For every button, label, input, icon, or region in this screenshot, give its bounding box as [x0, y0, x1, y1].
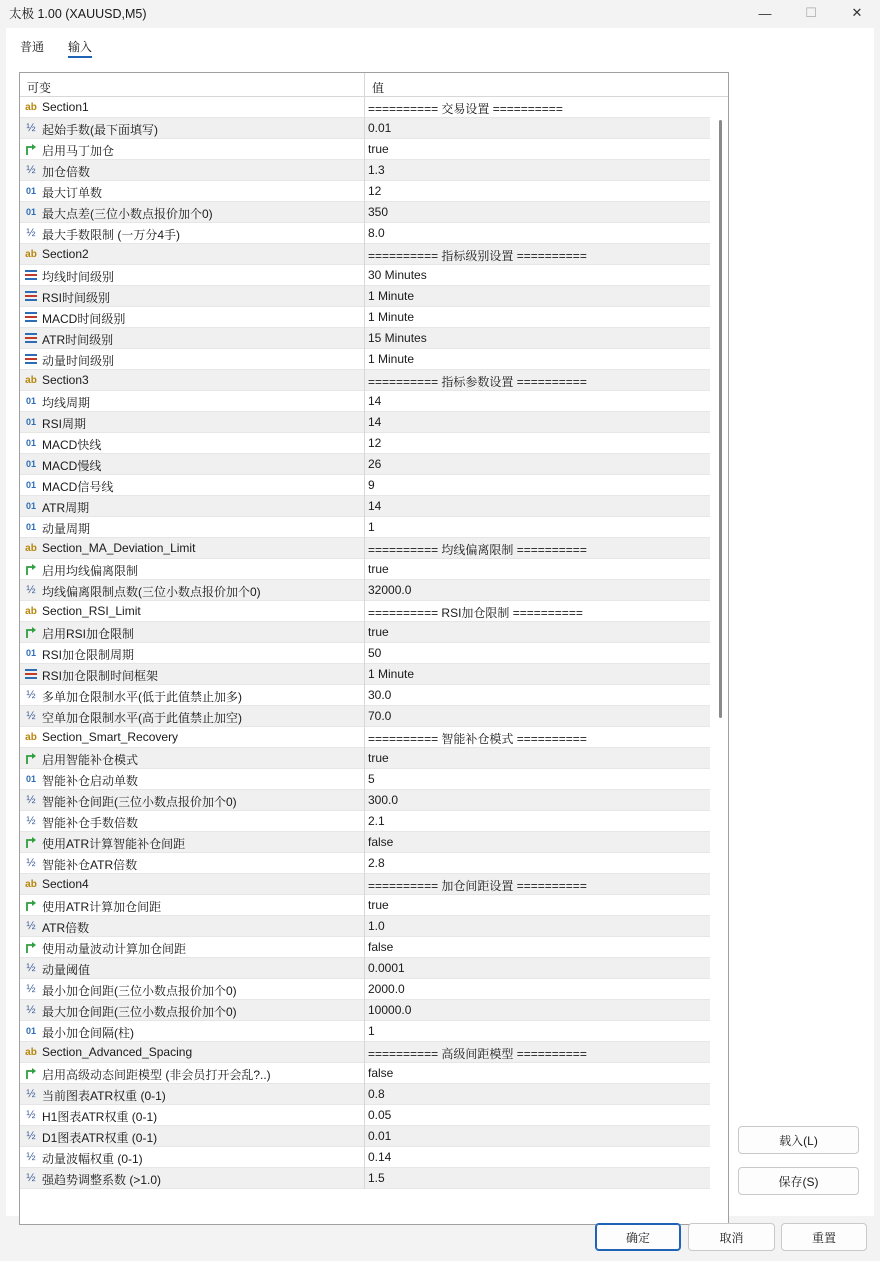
cell-divider: [364, 916, 365, 937]
parameter-value[interactable]: 1.3: [368, 163, 385, 177]
cell-divider: [364, 1168, 365, 1189]
table-row[interactable]: [20, 223, 710, 244]
cell-divider: [364, 580, 365, 601]
vertical-scrollbar[interactable]: [716, 118, 726, 1224]
parameter-name: 启用高级动态间距模型 (非会员打开会乱?..): [42, 1068, 271, 1082]
cell-divider: [364, 160, 365, 181]
parameter-name: D1图表ATR权重 (0-1): [42, 1131, 158, 1145]
string-type-icon: ab: [25, 1047, 37, 1058]
string-type-icon: ab: [25, 606, 37, 617]
bool-type-icon: [24, 625, 38, 639]
integer-type-icon: 01: [25, 1026, 36, 1036]
parameter-value[interactable]: 350: [368, 205, 389, 219]
cell-divider: [364, 832, 365, 853]
double-type-icon: ½: [26, 794, 36, 806]
table-row[interactable]: [20, 601, 710, 622]
parameter-value[interactable]: 1 Minute: [368, 289, 415, 303]
enum-type-icon: [24, 289, 38, 303]
parameter-name: Section_Advanced_Spacing: [42, 1045, 193, 1059]
parameter-name: Section4: [42, 877, 89, 891]
parameter-name: 最小加仓间距(三位小数点报价加个0): [42, 984, 237, 998]
bool-type-icon: [24, 562, 38, 576]
cell-divider: [364, 958, 365, 979]
cell-divider: [364, 853, 365, 874]
parameter-name: 启用RSI加仓限制: [42, 627, 135, 641]
dialog-panel: [6, 28, 874, 1216]
parameter-name: Section_MA_Deviation_Limit: [42, 541, 196, 555]
parameter-name: 均线时间级别: [42, 270, 115, 284]
cell-divider: [364, 790, 365, 811]
parameter-value[interactable]: true: [368, 898, 389, 912]
cell-divider: [364, 244, 365, 265]
parameter-name: 空单加仓限制水平(高于此值禁止加空): [42, 711, 242, 725]
double-type-icon: ½: [26, 815, 36, 827]
enum-type-icon: [24, 310, 38, 324]
parameter-name: 智能补仓启动单数: [42, 774, 139, 788]
double-type-icon: ½: [26, 983, 36, 995]
bool-type-icon: [24, 940, 38, 954]
table-row[interactable]: [20, 97, 710, 118]
cell-divider: [364, 139, 365, 160]
enum-type-icon: [24, 667, 38, 681]
cancel-button[interactable]: 取消: [688, 1223, 775, 1251]
table-row[interactable]: [20, 328, 710, 349]
table-row[interactable]: [20, 727, 710, 748]
table-row[interactable]: [20, 622, 710, 643]
parameter-value[interactable]: 14: [368, 415, 382, 429]
integer-type-icon: 01: [25, 648, 36, 658]
table-row[interactable]: [20, 1042, 710, 1063]
double-type-icon: ½: [26, 1151, 36, 1163]
cell-divider: [364, 391, 365, 412]
parameter-value[interactable]: 300.0: [368, 793, 399, 807]
table-row[interactable]: [20, 958, 710, 979]
table-row[interactable]: [20, 307, 710, 328]
cell-divider: [364, 1147, 365, 1168]
table-row[interactable]: [20, 1126, 710, 1147]
cell-divider: [364, 685, 365, 706]
parameter-value[interactable]: 50: [368, 646, 382, 660]
parameter-value[interactable]: 70.0: [368, 709, 392, 723]
parameter-value[interactable]: ========== 加仓间距设置 ==========: [368, 879, 587, 893]
cell-divider: [364, 286, 365, 307]
parameter-value[interactable]: true: [368, 751, 389, 765]
cell-divider: [364, 559, 365, 580]
integer-type-icon: 01: [25, 774, 36, 784]
table-row[interactable]: [20, 454, 710, 475]
parameter-value[interactable]: 2000.0: [368, 982, 405, 996]
parameter-value[interactable]: 0.01: [368, 1129, 392, 1143]
tab-inputs[interactable]: 输入: [68, 40, 93, 54]
parameter-value[interactable]: false: [368, 835, 394, 849]
table-row[interactable]: [20, 265, 710, 286]
parameter-value[interactable]: 0.05: [368, 1108, 392, 1122]
string-type-icon: ab: [25, 732, 37, 743]
string-type-icon: ab: [25, 249, 37, 260]
parameter-value[interactable]: 10000.0: [368, 1003, 412, 1017]
double-type-icon: ½: [26, 584, 36, 596]
cell-divider: [364, 97, 365, 118]
column-divider[interactable]: [364, 73, 365, 97]
integer-type-icon: 01: [25, 480, 36, 490]
parameter-name: 动量阈值: [42, 963, 91, 977]
parameter-name: Section3: [42, 373, 89, 387]
table-row[interactable]: [20, 832, 710, 853]
table-row[interactable]: [20, 706, 710, 727]
parameter-name: Section_RSI_Limit: [42, 604, 141, 618]
table-row[interactable]: [20, 286, 710, 307]
parameter-value[interactable]: 0.01: [368, 121, 392, 135]
parameter-value[interactable]: ========== 智能补仓模式 ==========: [368, 732, 587, 746]
table-row[interactable]: [20, 1147, 710, 1168]
cell-divider: [364, 433, 365, 454]
cell-divider: [364, 874, 365, 895]
parameter-name: 使用ATR计算加仓间距: [42, 900, 162, 914]
parameter-name: 启用马丁加仓: [42, 144, 115, 158]
parameter-name: Section1: [42, 100, 89, 114]
parameter-value[interactable]: 0.14: [368, 1150, 392, 1164]
table-row[interactable]: [20, 643, 710, 664]
table-row[interactable]: [20, 1000, 710, 1021]
parameter-value[interactable]: 1.5: [368, 1171, 385, 1185]
integer-type-icon: 01: [25, 438, 36, 448]
cell-divider: [364, 727, 365, 748]
cell-divider: [364, 496, 365, 517]
parameter-value[interactable]: ========== RSI加仓限制 ==========: [368, 606, 583, 620]
table-row[interactable]: [20, 1105, 710, 1126]
cell-divider: [364, 1000, 365, 1021]
cell-divider: [364, 1063, 365, 1084]
parameter-name: H1图表ATR权重 (0-1): [42, 1110, 158, 1124]
table-row[interactable]: [20, 349, 710, 370]
integer-type-icon: 01: [25, 396, 36, 406]
save-button[interactable]: 保存(S): [738, 1167, 859, 1195]
parameter-value[interactable]: 1 Minute: [368, 667, 415, 681]
table-row[interactable]: [20, 811, 710, 832]
cell-divider: [364, 475, 365, 496]
table-row[interactable]: [20, 1084, 710, 1105]
parameter-value[interactable]: 2.1: [368, 814, 385, 828]
double-type-icon: ½: [26, 164, 36, 176]
double-type-icon: ½: [26, 122, 36, 134]
integer-type-icon: 01: [25, 186, 36, 196]
cell-divider: [364, 811, 365, 832]
cell-divider: [364, 370, 365, 391]
parameter-name: 智能补仓手数倍数: [42, 816, 139, 830]
cell-divider: [364, 265, 365, 286]
scrollbar-thumb[interactable]: [719, 120, 722, 718]
parameter-name: 最小加仓间隔(柱): [42, 1026, 134, 1040]
parameter-name: 均线偏离限制点数(三位小数点报价加个0): [42, 585, 261, 599]
table-row[interactable]: [20, 895, 710, 916]
parameter-value[interactable]: 14: [368, 499, 382, 513]
parameter-value[interactable]: 5: [368, 772, 375, 786]
cell-divider: [364, 118, 365, 139]
integer-type-icon: 01: [25, 522, 36, 532]
table-row[interactable]: [20, 916, 710, 937]
parameter-value[interactable]: ========== 高级间距模型 ==========: [368, 1047, 587, 1061]
table-row[interactable]: [20, 244, 710, 265]
table-row[interactable]: [20, 391, 710, 412]
table-row[interactable]: [20, 1168, 710, 1189]
cell-divider: [364, 1021, 365, 1042]
table-row[interactable]: [20, 769, 710, 790]
cell-divider: [364, 643, 365, 664]
parameter-value[interactable]: ========== 指标级别设置 ==========: [368, 249, 587, 263]
cell-divider: [364, 937, 365, 958]
double-type-icon: ½: [26, 1172, 36, 1184]
table-row[interactable]: [20, 685, 710, 706]
parameter-value[interactable]: 30 Minutes: [368, 268, 427, 282]
title-bar: [0, 0, 880, 28]
parameter-value[interactable]: true: [368, 562, 389, 576]
bool-type-icon: [24, 1066, 38, 1080]
parameter-value[interactable]: ========== 交易设置 ==========: [368, 102, 563, 116]
double-type-icon: ½: [26, 857, 36, 869]
string-type-icon: ab: [25, 375, 37, 386]
table-row[interactable]: [20, 937, 710, 958]
double-type-icon: ½: [26, 1004, 36, 1016]
integer-type-icon: 01: [25, 459, 36, 469]
parameter-value[interactable]: 1 Minute: [368, 310, 415, 324]
double-type-icon: ½: [26, 1088, 36, 1100]
table-row[interactable]: [20, 874, 710, 895]
parameter-value[interactable]: 32000.0: [368, 583, 412, 597]
cell-divider: [364, 1126, 365, 1147]
parameter-name: 智能补仓ATR倍数: [42, 858, 138, 872]
parameter-name: 均线周期: [42, 396, 91, 410]
parameter-value[interactable]: 1.0: [368, 919, 385, 933]
parameter-name: RSI周期: [42, 417, 87, 431]
table-row[interactable]: [20, 580, 710, 601]
table-row[interactable]: [20, 853, 710, 874]
string-type-icon: ab: [25, 102, 37, 113]
double-type-icon: ½: [26, 689, 36, 701]
maximize-button[interactable]: ☐: [805, 5, 817, 20]
active-tab-indicator: [68, 56, 92, 58]
parameter-value[interactable]: 1 Minute: [368, 352, 415, 366]
parameter-value[interactable]: 30.0: [368, 688, 392, 702]
cell-divider: [364, 748, 365, 769]
double-type-icon: ½: [26, 962, 36, 974]
tab-bar: [6, 28, 874, 60]
table-row[interactable]: [20, 559, 710, 580]
parameter-name: MACD信号线: [42, 480, 114, 494]
minimize-button[interactable]: —: [758, 5, 772, 21]
enum-type-icon: [24, 331, 38, 345]
cell-divider: [364, 664, 365, 685]
parameter-value[interactable]: 12: [368, 184, 382, 198]
table-row[interactable]: [20, 496, 710, 517]
parameter-value[interactable]: 0.0001: [368, 961, 405, 975]
parameter-name: ATR时间级别: [42, 333, 114, 347]
cell-divider: [364, 412, 365, 433]
enum-type-icon: [24, 352, 38, 366]
table-row[interactable]: [20, 979, 710, 1000]
cell-divider: [364, 979, 365, 1000]
parameter-name: ATR周期: [42, 501, 90, 515]
table-row[interactable]: [20, 139, 710, 160]
double-type-icon: ½: [26, 710, 36, 722]
table-row[interactable]: [20, 664, 710, 685]
parameter-name: MACD慢线: [42, 459, 102, 473]
double-type-icon: ½: [26, 227, 36, 239]
parameter-value[interactable]: 12: [368, 436, 382, 450]
parameter-name: 最大加仓间距(三位小数点报价加个0): [42, 1005, 237, 1019]
parameter-name: 多单加仓限制水平(低于此值禁止加多): [42, 690, 242, 704]
cell-divider: [364, 1042, 365, 1063]
cell-divider: [364, 454, 365, 475]
parameter-name: 使用动量波动计算加仓间距: [42, 942, 187, 956]
parameter-value[interactable]: 8.0: [368, 226, 385, 240]
string-type-icon: ab: [25, 879, 37, 890]
cell-divider: [364, 517, 365, 538]
parameter-name: 启用均线偏离限制: [42, 564, 139, 578]
table-row[interactable]: [20, 517, 710, 538]
parameter-name: 动量周期: [42, 522, 91, 536]
parameter-name: 启用智能补仓模式: [42, 753, 139, 767]
parameter-name: 最大点差(三位小数点报价加个0): [42, 207, 213, 221]
parameter-name: RSI加仓限制周期: [42, 648, 135, 662]
bool-type-icon: [24, 898, 38, 912]
cell-divider: [364, 349, 365, 370]
parameter-value[interactable]: 26: [368, 457, 382, 471]
bool-type-icon: [24, 751, 38, 765]
grid-rows: [20, 97, 710, 1189]
table-row[interactable]: [20, 412, 710, 433]
cell-divider: [364, 181, 365, 202]
parameter-name: MACD时间级别: [42, 312, 126, 326]
table-row[interactable]: [20, 181, 710, 202]
cell-divider: [364, 601, 365, 622]
cell-divider: [364, 895, 365, 916]
column-header-value[interactable]: 值: [372, 81, 385, 95]
enum-type-icon: [24, 268, 38, 282]
parameter-value[interactable]: 1: [368, 520, 375, 534]
table-row[interactable]: [20, 1021, 710, 1042]
cell-divider: [364, 202, 365, 223]
cell-divider: [364, 1105, 365, 1126]
parameter-name: ATR倍数: [42, 921, 90, 935]
parameter-name: 起始手数(最下面填写): [42, 123, 158, 137]
parameter-name: 强趋势调整系数 (>1.0): [42, 1173, 162, 1187]
parameter-name: 使用ATR计算智能补仓间距: [42, 837, 186, 851]
parameter-value[interactable]: false: [368, 1066, 394, 1080]
cell-divider: [364, 538, 365, 559]
table-row[interactable]: [20, 748, 710, 769]
table-row[interactable]: [20, 160, 710, 181]
parameter-value[interactable]: true: [368, 142, 389, 156]
inputs-grid: [19, 72, 729, 1225]
parameter-value[interactable]: 1: [368, 1024, 375, 1038]
column-header-variable[interactable]: 可变: [27, 81, 52, 95]
bool-type-icon: [24, 835, 38, 849]
close-button[interactable]: ✕: [851, 5, 863, 20]
parameter-value[interactable]: 0.8: [368, 1087, 385, 1101]
cell-divider: [364, 769, 365, 790]
load-button[interactable]: 载入(L): [738, 1126, 859, 1154]
parameter-value[interactable]: 2.8: [368, 856, 385, 870]
parameter-value[interactable]: ========== 指标参数设置 ==========: [368, 375, 587, 389]
integer-type-icon: 01: [25, 501, 36, 511]
table-row[interactable]: [20, 433, 710, 454]
parameter-name: MACD快线: [42, 438, 102, 452]
parameter-value[interactable]: false: [368, 940, 394, 954]
table-row[interactable]: [20, 1063, 710, 1084]
integer-type-icon: 01: [25, 207, 36, 217]
parameter-value[interactable]: 9: [368, 478, 375, 492]
parameter-name: 动量波幅权重 (0-1): [42, 1152, 143, 1166]
parameter-name: 动量时间级别: [42, 354, 115, 368]
table-row[interactable]: [20, 790, 710, 811]
cell-divider: [364, 706, 365, 727]
parameter-name: RSI加仓限制时间框架: [42, 669, 159, 683]
ok-button[interactable]: 确定: [595, 1223, 681, 1251]
tab-general[interactable]: 普通: [20, 40, 45, 54]
parameter-name: 智能补仓间距(三位小数点报价加个0): [42, 795, 237, 809]
table-row[interactable]: [20, 538, 710, 559]
cell-divider: [364, 223, 365, 244]
cell-divider: [364, 328, 365, 349]
parameter-value[interactable]: 15 Minutes: [368, 331, 427, 345]
parameter-name: 当前图表ATR权重 (0-1): [42, 1089, 166, 1103]
parameter-name: Section2: [42, 247, 89, 261]
integer-type-icon: 01: [25, 417, 36, 427]
parameter-name: 最大订单数: [42, 186, 103, 200]
parameter-name: 最大手数限制 (一万分4手): [42, 228, 181, 242]
parameter-name: RSI时间级别: [42, 291, 111, 305]
double-type-icon: ½: [26, 920, 36, 932]
parameter-name: 加仓倍数: [42, 165, 91, 179]
cell-divider: [364, 622, 365, 643]
table-row[interactable]: [20, 118, 710, 139]
table-row[interactable]: [20, 370, 710, 391]
parameter-value[interactable]: ========== 均线偏离限制 ==========: [368, 543, 587, 557]
parameter-name: Section_Smart_Recovery: [42, 730, 179, 744]
grid-header: [20, 73, 728, 97]
parameter-value[interactable]: true: [368, 625, 389, 639]
window-title: 太极 1.00 (XAUUSD,M5): [9, 7, 147, 21]
cell-divider: [364, 1084, 365, 1105]
double-type-icon: ½: [26, 1130, 36, 1142]
cell-divider: [364, 307, 365, 328]
table-row[interactable]: [20, 475, 710, 496]
parameter-value[interactable]: 14: [368, 394, 382, 408]
table-row[interactable]: [20, 202, 710, 223]
double-type-icon: ½: [26, 1109, 36, 1121]
bool-type-icon: [24, 142, 38, 156]
string-type-icon: ab: [25, 543, 37, 554]
reset-button[interactable]: 重置: [781, 1223, 867, 1251]
